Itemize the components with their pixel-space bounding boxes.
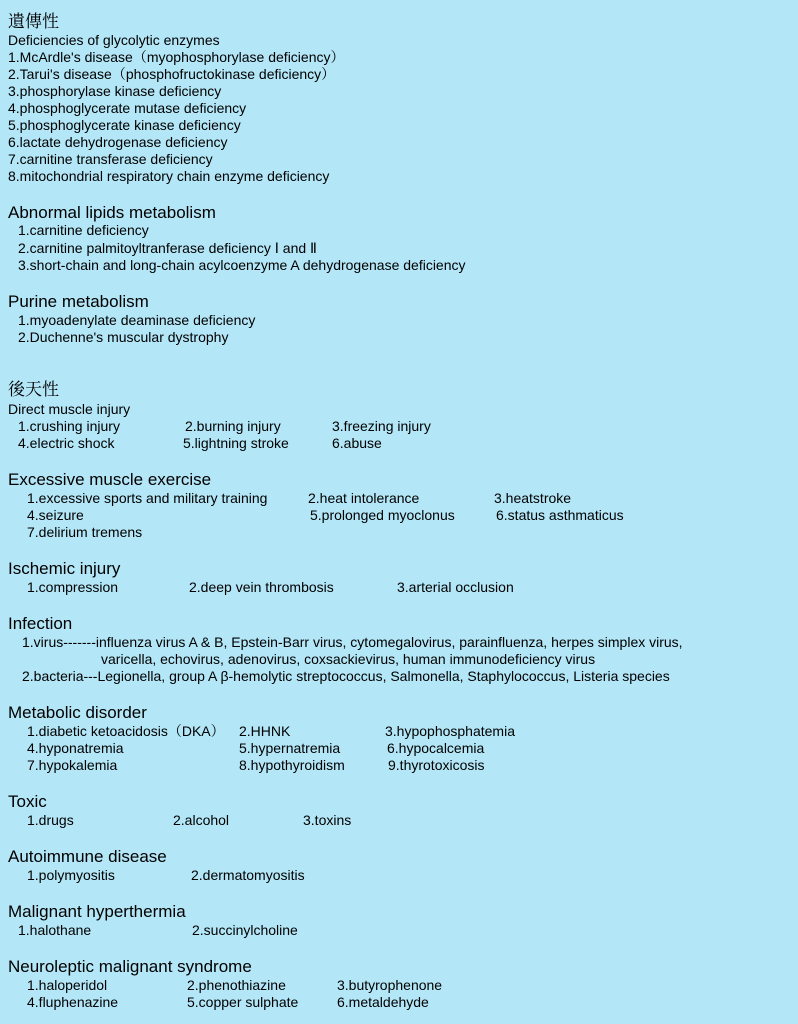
list-item: 4.electric shock — [18, 435, 115, 451]
virus-line: 1.virus-------influenza virus A & B, Epstein-Barr virus, cytomegalovirus, parainfluenza, herpes simplex virus, — [22, 634, 683, 650]
list-item: 3.heatstroke — [494, 490, 572, 506]
list-item: 1.carnitine deficiency — [18, 222, 149, 238]
list-item: 5.copper sulphate — [187, 994, 299, 1010]
list-item: 8.mitochondrial respiratory chain enzyme deficiency — [8, 168, 330, 184]
metabolic-heading: Metabolic disorder — [8, 703, 147, 722]
list-item: 1.drugs — [27, 812, 74, 828]
list-item: 1.excessive sports and military training — [27, 490, 268, 506]
acquired-title: 後天性 — [8, 380, 59, 399]
exercise-heading: Excessive muscle exercise — [8, 470, 212, 489]
list-item: 1.haloperidol — [27, 977, 108, 993]
list-item: 2.burning injury — [185, 418, 281, 434]
autoimmune-heading: Autoimmune disease — [8, 847, 167, 866]
list-item: 5.phosphoglycerate kinase deficiency — [8, 117, 241, 133]
list-item: 2.HHNK — [239, 723, 291, 739]
list-item: 6.lactate dehydrogenase deficiency — [8, 134, 228, 150]
hereditary-title: 遺傳性 — [8, 12, 59, 31]
list-item: 3.freezing injury — [332, 418, 431, 434]
list-item: 1.myoadenylate deaminase deficiency — [18, 312, 256, 328]
glycolytic-heading: Deficiencies of glycolytic enzymes — [8, 32, 220, 48]
list-item: 6.metaldehyde — [337, 994, 429, 1010]
list-item: 1.diabetic ketoacidosis（DKA） — [27, 723, 225, 739]
list-item: 1.crushing injury — [18, 418, 120, 434]
infection-heading: Infection — [8, 614, 73, 633]
lipids-heading: Abnormal lipids metabolism — [8, 203, 216, 222]
list-item: 3.phosphorylase kinase deficiency — [8, 83, 222, 99]
list-item: 3.short-chain and long-chain acylcoenzyme A dehydrogenase deficiency — [18, 257, 466, 273]
ischemic-heading: Ischemic injury — [8, 559, 121, 578]
list-item: 7.delirium tremens — [27, 524, 143, 540]
list-item: 7.carnitine transferase deficiency — [8, 151, 213, 167]
purine-heading: Purine metabolism — [8, 292, 149, 311]
list-item: 4.fluphenazine — [27, 994, 119, 1010]
list-item: 4.hyponatremia — [27, 740, 124, 756]
list-item: 5.lightning stroke — [183, 435, 289, 451]
list-item: 3.arterial occlusion — [397, 579, 514, 595]
nms-heading: Neuroleptic malignant syndrome — [8, 957, 252, 976]
list-item: 6.status asthmaticus — [496, 507, 624, 523]
list-item: 7.hypokalemia — [27, 757, 118, 773]
list-item: 6.hypocalcemia — [387, 740, 485, 756]
hyperthermia-heading: Malignant hyperthermia — [8, 902, 186, 921]
list-item: 1.McArdle's disease（myophosphorylase deficiency） — [8, 49, 345, 65]
list-item: 1.polymyositis — [27, 867, 115, 883]
list-item: 3.hypophosphatemia — [385, 723, 515, 739]
list-item: 2.heat intolerance — [308, 490, 420, 506]
list-item: 1.halothane — [18, 922, 92, 938]
list-item: 8.hypothyroidism — [239, 757, 345, 773]
list-item: 2.dermatomyositis — [191, 867, 305, 883]
list-item: 6.abuse — [332, 435, 382, 451]
list-item: 4.seizure — [27, 507, 84, 523]
list-item: 5.prolonged myoclonus — [310, 507, 455, 523]
list-item: 2.Tarui's disease（phosphofructokinase deficiency） — [8, 66, 336, 82]
list-item: 3.toxins — [303, 812, 352, 828]
toxic-heading: Toxic — [8, 792, 47, 811]
list-item: 2.carnitine palmitoyltranferase deficiency Ⅰ and Ⅱ — [18, 240, 317, 256]
list-item: 2.phenothiazine — [187, 977, 286, 993]
list-item: 5.hypernatremia — [239, 740, 341, 756]
list-item: 2.succinylcholine — [192, 922, 298, 938]
list-item: 1.compression — [27, 579, 119, 595]
list-item: 3.butyrophenone — [337, 977, 443, 993]
list-item: 9.thyrotoxicosis — [388, 757, 485, 773]
list-item: 2.deep vein thrombosis — [189, 579, 334, 595]
direct-heading: Direct muscle injury — [8, 401, 131, 417]
list-item: 2.alcohol — [173, 812, 230, 828]
virus-line: varicella, echovirus, adenovirus, coxsackievirus, human immunodeficiency virus — [101, 651, 596, 667]
list-item: 4.phosphoglycerate mutase deficiency — [8, 100, 247, 116]
bacteria-line: 2.bacteria---Legionella, group A β-hemolytic streptococcus, Salmonella, Staphylococcus, Listeria species — [22, 668, 670, 684]
list-item: 2.Duchenne's muscular dystrophy — [18, 329, 229, 345]
